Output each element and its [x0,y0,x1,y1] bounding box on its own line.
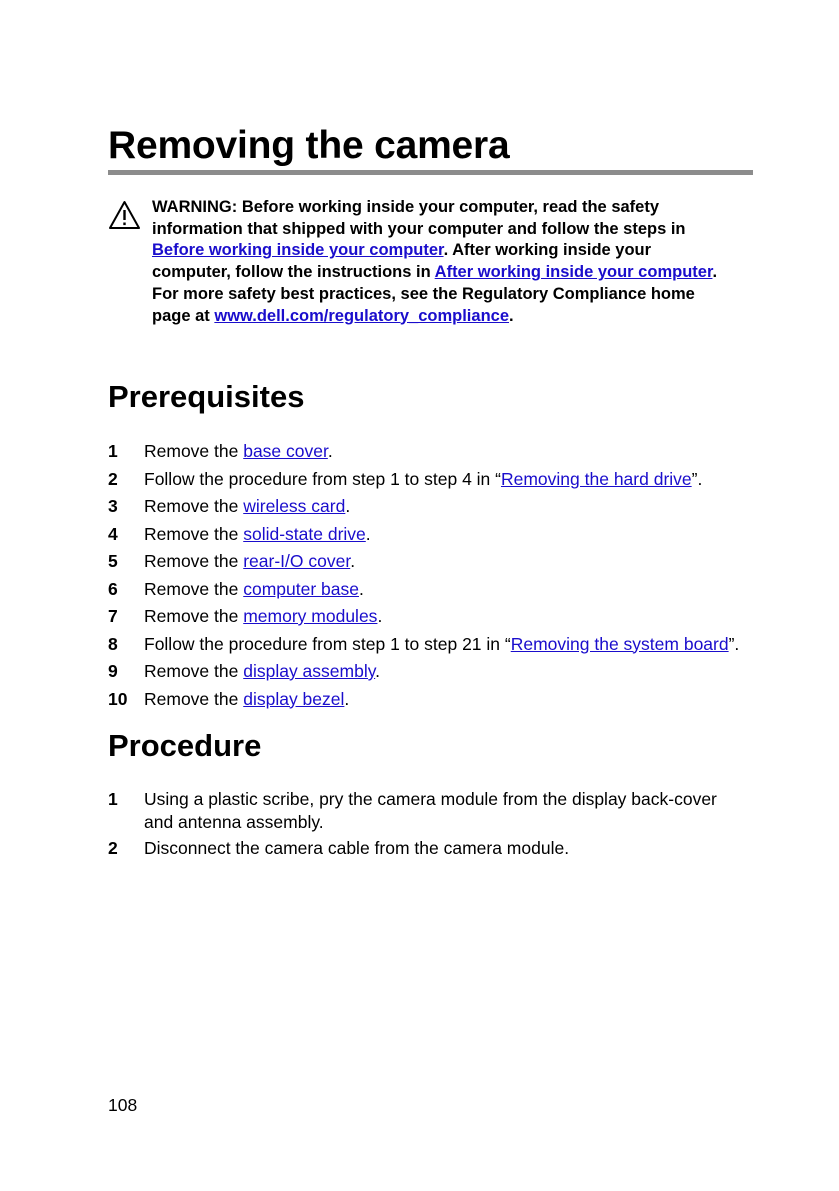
list-item: 1 Using a plastic scribe, pry the camera module from the display back-cover and antenna assembly. [108,789,717,832]
before-working-link[interactable]: Before working inside your computer [152,241,444,260]
list-item: 8 Follow the procedure from step 1 to step 21 in “Removing the system board”. [108,633,740,654]
warning-notice [152,197,757,327]
computer-base-link[interactable]: computer base [243,578,359,599]
prerequisites-list [108,440,768,715]
list-item: 5 Remove the rear-I/O cover. [108,551,356,571]
list-item: 9 Remove the display assembly. [108,661,381,681]
procedure-list [108,788,768,865]
rear-io-cover-link[interactable]: rear-I/O cover [243,551,351,571]
warning-icon [108,200,141,230]
base-cover-link[interactable]: base cover [243,441,328,461]
list-item: 1 Remove the base cover. [108,441,333,461]
display-bezel-link[interactable]: display bezel [243,688,345,709]
after-working-link[interactable]: After working inside your computer [434,263,713,282]
warning-line: For more safety best practices, see the Regulatory Compliance home [152,284,695,303]
warning-line: computer, follow the instructions in After working inside your computer. [152,263,718,282]
list-item: 2 Follow the procedure from step 1 to step 4 in “Removing the hard drive”. [108,468,703,489]
list-item: 7 Remove the memory modules. [108,606,383,626]
list-item: 10 Remove the display bezel. [108,688,350,709]
warning-line: Before working inside your computer. After working inside your [152,241,652,260]
removing-hard-drive-link[interactable]: Removing the hard drive [500,468,692,489]
title-rule [108,170,753,175]
page-number: 108 [108,1095,138,1115]
memory-modules-link[interactable]: memory modules [243,606,378,626]
warning-line: information that shipped with your computer and follow the steps in [152,219,686,238]
removing-system-board-link[interactable]: Removing the system board [510,633,729,654]
list-item: 3 Remove the wireless card. [108,496,351,516]
warning-line: page at www.dell.com/regulatory_compliance. [152,306,514,325]
prerequisites-heading: Prerequisites [108,379,305,414]
list-item: 2 Disconnect the camera cable from the camera module. [108,838,570,858]
wireless-card-link[interactable]: wireless card [243,496,346,516]
display-assembly-link[interactable]: display assembly [243,661,376,681]
page-title: Removing the camera [108,124,510,167]
list-item: 6 Remove the computer base. [108,578,364,599]
solid-state-drive-link[interactable]: solid-state drive [243,523,366,544]
procedure-heading: Procedure [108,728,262,763]
regulatory-compliance-link[interactable]: www.dell.com/regulatory_compliance [214,306,509,325]
list-item: 4 Remove the solid-state drive. [108,523,371,544]
warning-line: WARNING: Before working inside your computer, read the safety [152,198,660,216]
